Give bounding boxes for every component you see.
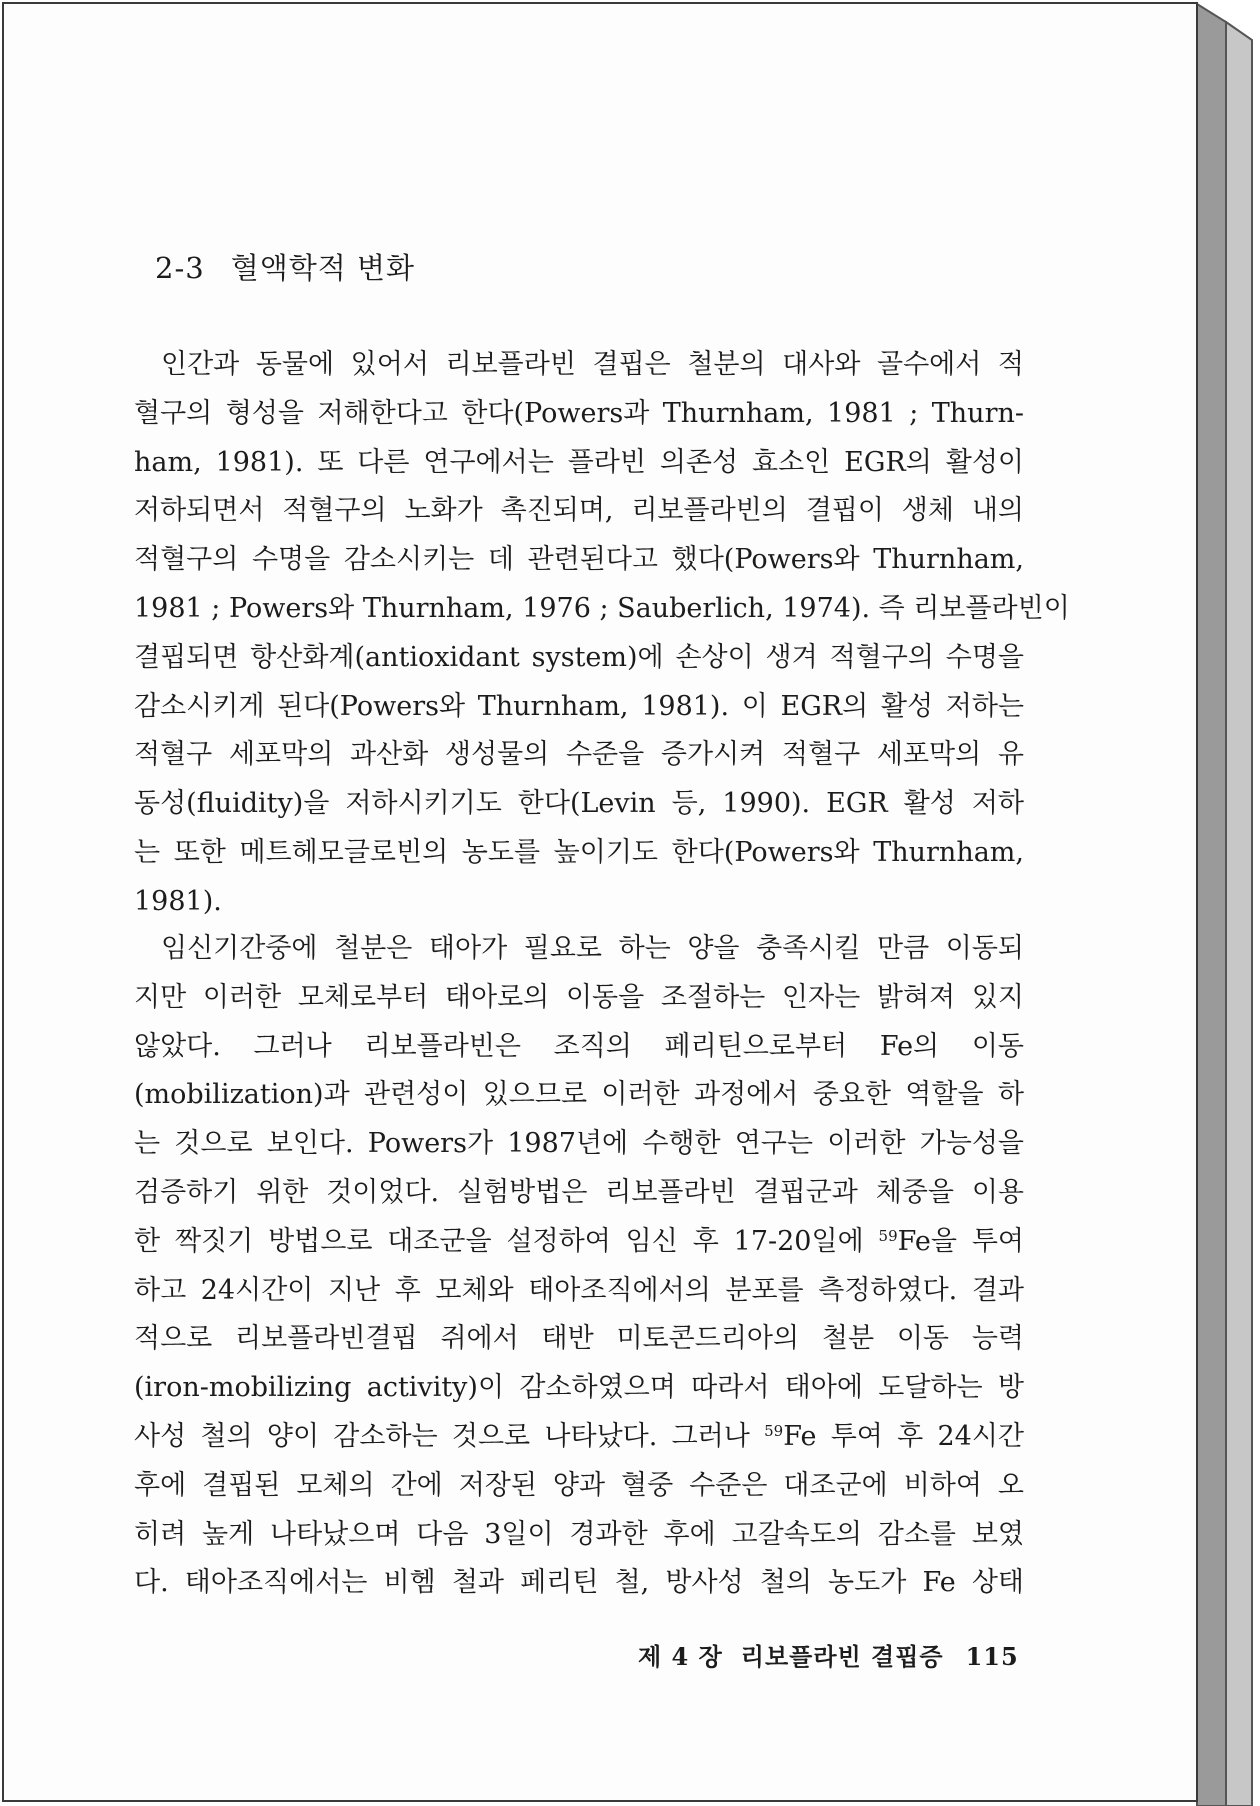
text-line: 적혈구 세포막의 과산화 생성물의 수준을 증가시켜 적혈구 세포막의 유 [134, 739, 1024, 771]
text-line-with-isotope [134, 1413, 1024, 1462]
paragraph-2 [134, 925, 1024, 1608]
text-line: 1981). [134, 885, 222, 917]
section-heading [155, 246, 415, 287]
text-line: ham, 1981). 또 다른 연구에서는 플라빈 의존성 효소인 EGR의 활성이 [134, 446, 1024, 478]
text-line: 동성(fluidity)을 저하시키기도 한다(Levin 등, 1990). EGR 활성 저하 [134, 788, 1024, 820]
text-line: 적혈구의 수명을 감소시키는 데 관련된다고 했다(Powers와 Thurnham, [134, 544, 1024, 576]
section-number: 2-3 [155, 251, 205, 285]
text-line: 후에 결핍된 모체의 간에 저장된 양과 혈중 수준은 대조군에 비하여 오 [134, 1469, 1024, 1501]
isotope-mass-number: 59 [878, 1226, 898, 1245]
text-segment: Fe 투여 후 24시간 [783, 1420, 1025, 1452]
text-segment: Fe을 투여 [897, 1225, 1024, 1257]
page-number: 115 [965, 1642, 1019, 1671]
text-line: 임신기간중에 철분은 태아가 필요로 하는 양을 충족시킬 만큼 이동되 [161, 933, 1024, 964]
paragraph-1 [134, 341, 1070, 927]
text-line: 히려 높게 나타났으며 다음 3일이 경과한 후에 고갈속도의 감소를 보였 [134, 1518, 1024, 1550]
text-segment: 사성 철의 양이 감소하는 것으로 나타났다. 그러나 [134, 1420, 750, 1452]
text-line: 는 또한 메트헤모글로빈의 농도를 높이기도 한다(Powers와 Thurnham, [134, 836, 1024, 868]
section-title: 혈액학적 변화 [230, 251, 416, 285]
text-line: (mobilization)과 관련성이 있으므로 이러한 과정에서 중요한 역할을 하 [134, 1079, 1024, 1111]
footer-chapter: 제 4 장 [638, 1642, 723, 1671]
text-line: 다. 태아조직에서는 비헴 철과 페리틴 철, 방사성 철의 농도가 Fe 상태 [134, 1567, 1024, 1599]
text-line: 는 것으로 보인다. Powers가 1987년에 수행한 연구는 이러한 가능성을 [134, 1128, 1024, 1160]
text-line: 저하되면서 적혈구의 노화가 촉진되며, 리보플라빈의 결핍이 생체 내의 [134, 495, 1024, 527]
text-line: 인간과 동물에 있어서 리보플라빈 결핍은 철분의 대사와 골수에서 적 [161, 349, 1024, 380]
text-line: 결핍되면 항산화계(antioxidant system)에 손상이 생겨 적혈구의 수명을 [134, 641, 1024, 673]
page-footer [638, 1637, 1019, 1672]
footer-title: 리보플라빈 결핍증 [740, 1642, 944, 1671]
text-segment: 한 짝짓기 방법으로 대조군을 설정하여 임신 후 17-20일에 [134, 1225, 864, 1257]
text-line-with-isotope [134, 1218, 1024, 1267]
isotope-mass-number: 59 [764, 1421, 784, 1440]
text-line: 하고 24시간이 지난 후 모체와 태아조직에서의 분포를 측정하였다. 결과 [134, 1274, 1024, 1306]
text-line: 검증하기 위한 것이었다. 실험방법은 리보플라빈 결핍군과 체중을 이용 [134, 1176, 1024, 1208]
text-line: 1981 ; Powers와 Thurnham, 1976 ; Sauberlich, 1974). 즉 리보플라빈이 [134, 592, 1070, 624]
text-line: 지만 이러한 모체로부터 태아로의 이동을 조절하는 인자는 밝혀져 있지 [134, 981, 1024, 1013]
text-line: 감소시키게 된다(Powers와 Thurnham, 1981). 이 EGR의 활성 저하는 [134, 690, 1024, 722]
text-line: 않았다. 그러나 리보플라빈은 조직의 페리틴으로부터 Fe의 이동 [134, 1030, 1024, 1062]
text-line: 혈구의 형성을 저해한다고 한다(Powers과 Thurnham, 1981 ; Thurn- [134, 397, 1024, 429]
text-line: (iron-mobilizing activity)이 감소하였으며 따라서 태아에 도달하는 방 [134, 1372, 1024, 1404]
text-line: 적으로 리보플라빈결핍 쥐에서 태반 미토콘드리아의 철분 이동 능력 [134, 1323, 1024, 1355]
